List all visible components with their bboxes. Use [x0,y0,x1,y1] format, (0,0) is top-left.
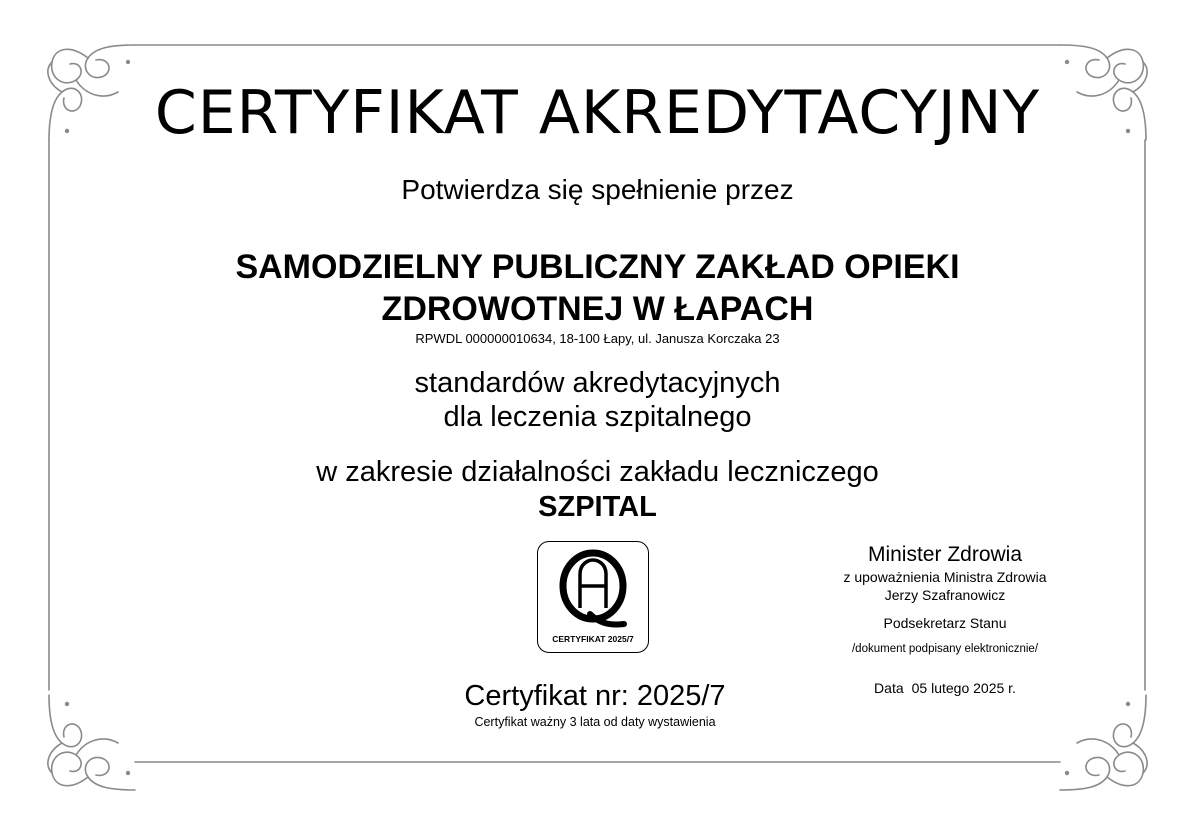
standards-line1: standardów akredytacyjnych [414,367,781,399]
quality-accreditation-logo-icon [538,542,648,634]
scope-text: w zakresie działalności zakładu leczniczego [316,456,879,488]
signatory-title: Minister Zdrowia [867,543,1023,566]
activity-type: SZPITAL [538,491,657,523]
organization-name-line1: SAMODZIELNY PUBLICZNY ZAKŁAD OPIEKI [235,248,960,286]
accreditation-logo [537,541,649,653]
organization-name [0,246,1195,330]
organization-name-line2: ZDROWOTNEJ W ŁAPACH [381,290,814,328]
certificate-number: Certyfikat nr: 2025/7 [464,680,726,712]
registry-address: RPWDL 000000010634, 18-100 Łapy, ul. Janusza Korczaka 23 [415,331,780,346]
issue-date [795,680,1095,697]
signatory-authorization: z upoważnienia Ministra Zdrowia [843,569,1047,585]
standards-line2: dla leczenia szpitalnego [443,401,752,433]
logo-caption: CERTYFIKAT 2025/7 [552,634,634,644]
intro-text: Potwierdza się spełnienie przez [401,174,794,205]
issue-date-value: 05 lutego 2025 r. [911,680,1016,696]
certificate-title: CERTYFIKAT AKREDYTACYJNY [154,78,1041,148]
signatory-name: Jerzy Szafranowicz [884,587,1006,603]
signatory-role: Podsekretarz Stanu [883,615,1007,631]
validity-note: Certyfikat ważny 3 lata od daty wystawienia [474,715,716,729]
corner-flourish-bottom-right [1060,695,1147,790]
standards-text [0,366,1195,434]
issue-date-label: Data [874,680,904,696]
electronic-signature-note: /dokument podpisany elektronicznie/ [851,643,1039,655]
corner-flourish-bottom-left [48,695,135,790]
